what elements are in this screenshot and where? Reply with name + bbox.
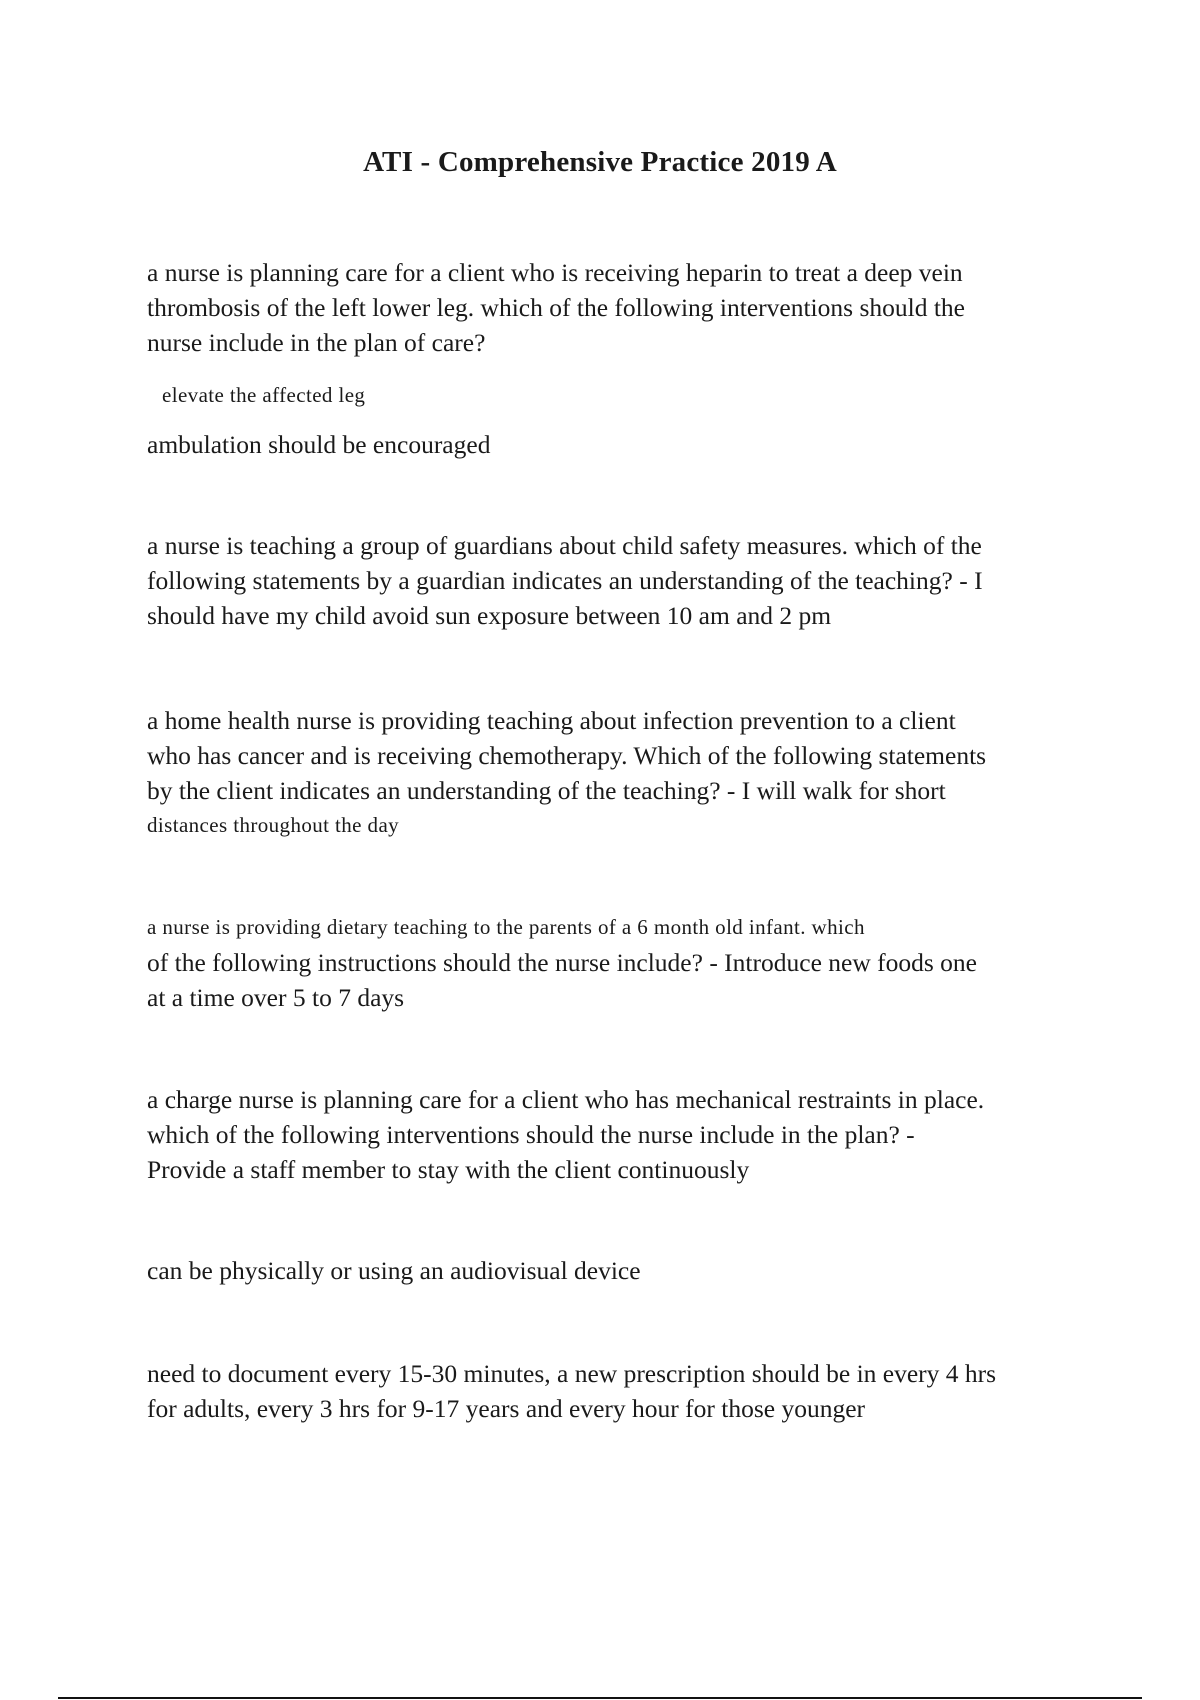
question-1-answer: elevate the affected leg	[162, 383, 366, 407]
bottom-divider	[58, 1697, 1142, 1699]
question-4-line-3: at a time over 5 to 7 days	[147, 983, 405, 1012]
question-5-note-2	[147, 1356, 1107, 1426]
question-4-line-2: of the following instructions should the nurse include? - Introduce new foods one	[147, 948, 977, 977]
question-2	[147, 528, 1107, 633]
question-1-line-2: thrombosis of the left lower leg. which of the following interventions should the	[147, 293, 965, 322]
question-1	[147, 255, 1107, 360]
question-1-line-1: a nurse is planning care for a client who is receiving heparin to treat a deep vein	[147, 258, 963, 287]
question-5-note-2-line-2: for adults, every 3 hrs for 9-17 years and every hour for those younger	[147, 1394, 866, 1423]
question-4-line-1: a nurse is providing dietary teaching to the parents of a 6 month old infant. which	[147, 915, 865, 939]
question-3-line-3: by the client indicates an understanding of the teaching? - I will walk for short	[147, 776, 946, 805]
page-title: ATI - Comprehensive Practice 2019 A	[363, 146, 837, 178]
question-4	[147, 910, 1107, 1015]
question-5-note-2-line-1: need to document every 15-30 minutes, a new prescription should be in every 4 hrs	[147, 1359, 997, 1388]
question-5	[147, 1082, 1107, 1187]
question-2-line-2: following statements by a guardian indicates an understanding of the teaching? - I	[147, 566, 983, 595]
question-3-line-1: a home health nurse is providing teaching about infection prevention to a client	[147, 706, 956, 735]
question-5-line-1: a charge nurse is planning care for a client who has mechanical restraints in place.	[147, 1085, 985, 1114]
question-1-line-3: nurse include in the plan of care?	[147, 328, 486, 357]
question-5-line-2: which of the following interventions should the nurse include in the plan? -	[147, 1120, 915, 1149]
question-2-line-1: a nurse is teaching a group of guardians about child safety measures. which of the	[147, 531, 982, 560]
question-5-note-1: can be physically or using an audiovisual device	[147, 1256, 641, 1285]
question-3	[147, 703, 1107, 843]
question-1-note: ambulation should be encouraged	[147, 430, 491, 459]
question-2-line-3: should have my child avoid sun exposure between 10 am and 2 pm	[147, 601, 832, 630]
question-3-line-4: distances throughout the day	[147, 813, 400, 837]
question-3-line-2: who has cancer and is receiving chemotherapy. Which of the following statements	[147, 741, 987, 770]
question-5-line-3: Provide a staff member to stay with the client continuously	[147, 1155, 750, 1184]
